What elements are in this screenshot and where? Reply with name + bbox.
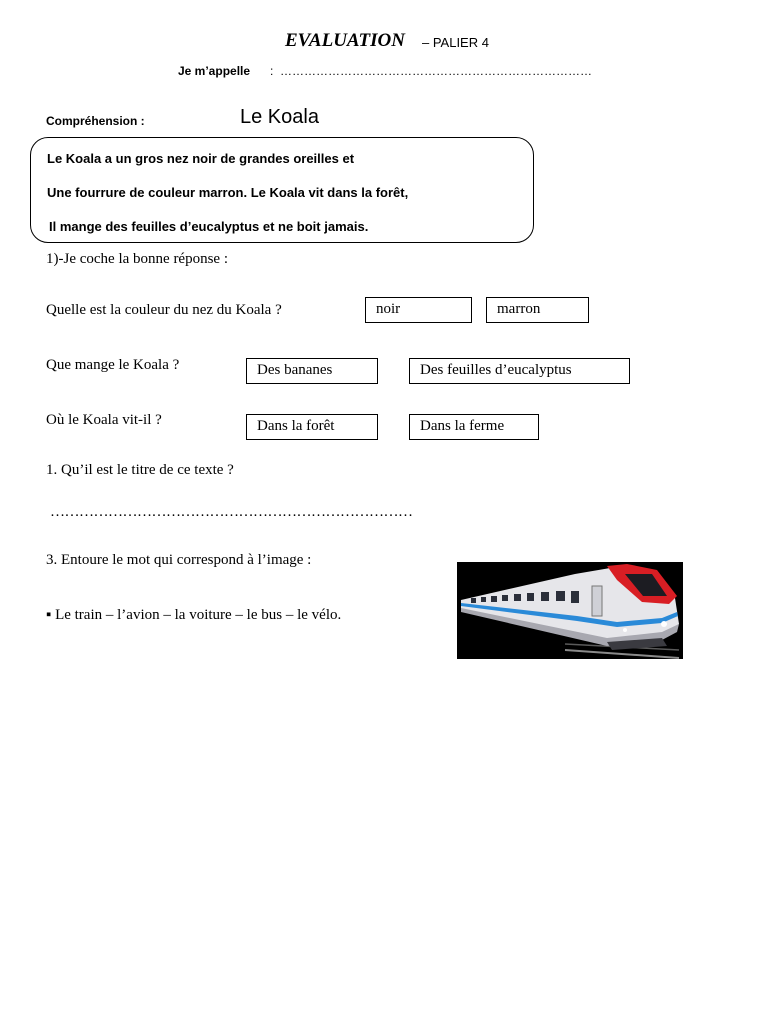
- exercise3-instruction: 3. Entoure le mot qui correspond à l’image :: [46, 552, 312, 568]
- exercise3-choices[interactable]: ▪ Le train – l’avion – la voiture – le bus – le vélo.: [46, 607, 342, 623]
- exercise2-question: 1. Qu’il est le titre de ce texte ?: [46, 462, 234, 478]
- option-ferme-box[interactable]: Dans la ferme: [409, 414, 539, 440]
- option-eucalyptus-box[interactable]: Des feuilles d’eucalyptus: [409, 358, 630, 384]
- exercise2-answer-line[interactable]: …………………………………………………………………: [50, 504, 413, 520]
- text-title: Le Koala: [240, 106, 319, 128]
- question-food: Que mange le Koala ?: [46, 357, 180, 373]
- page-title: EVALUATION: [285, 30, 406, 51]
- question-habitat: Où le Koala vit-il ?: [46, 412, 162, 428]
- text-line-1: Le Koala a un gros nez noir de grandes oreilles et: [47, 151, 355, 166]
- text-line-2: Une fourrure de couleur marron. Le Koala vit dans la forêt,: [47, 185, 409, 200]
- option-noir-box[interactable]: noir: [365, 297, 472, 323]
- text-line-3: Il mange des feuilles d’eucalyptus et ne boit jamais.: [49, 219, 369, 234]
- option-marron-box[interactable]: marron: [486, 297, 589, 323]
- option-bananes-box[interactable]: Des bananes: [246, 358, 378, 384]
- option-foret-box[interactable]: Dans la forêt: [246, 414, 378, 440]
- train-image: [457, 562, 683, 659]
- page-subtitle: – PALIER 4: [422, 35, 489, 50]
- exercise1-instruction: 1)-Je coche la bonne réponse :: [46, 251, 229, 267]
- name-answer-line[interactable]: ……………………………………………………………………: [280, 64, 592, 78]
- name-colon: :: [270, 64, 274, 78]
- comprehension-label: Compréhension :: [46, 114, 145, 128]
- train-icon: [457, 562, 683, 659]
- question-nose-color: Quelle est la couleur du nez du Koala ?: [46, 302, 282, 318]
- reading-text-box: [30, 137, 534, 243]
- name-label: Je m’appelle: [178, 64, 251, 78]
